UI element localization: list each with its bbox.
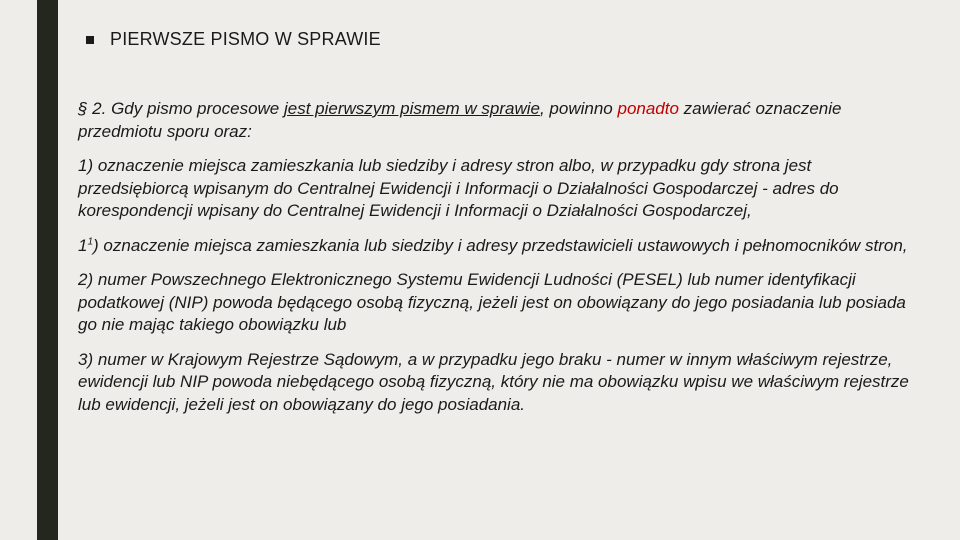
intro-highlight-word: ponadto [617,99,679,118]
intro-middle: , powinno [539,99,618,118]
item-1a-paragraph [78,235,918,258]
intro-suffix: zawierać oznaczenie przedmiotu sporu oraz: [78,99,842,141]
left-accent-bar [37,0,58,540]
intro-paragraph [78,98,918,143]
item-3-paragraph: 3) numer w Krajowym Rejestrze Sądowym, a w przypadku jego braku - numer w innym właściwym rejestrze, ewidencji lub NIP powoda niebędącego osobą fizyczną, który nie ma obowiązku wpisu we właściwym rejestrze lub ewidencji, jeżeli jest on obowiązany do jego posiadania. [78,349,909,414]
item-1a-number: 1 [78,235,88,255]
item-2-paragraph: 2) numer Powszechnego Elektronicznego Systemu Ewidencji Ludności (PESEL) lub numer identyfikacji podatkowej (NIP) powoda będącego osobą fizyczną, jeżeli jest on obowiązany do jego posiadania lub posiada go nie mając takiego obowiązku lub [78,270,906,334]
item-1a-superscript: 1 [87,235,94,247]
intro-underlined-text: jest pierwszym pismem w sprawie [283,99,540,118]
slide-title: PIERWSZE PISMO W SPRAWIE [110,29,381,49]
slide-content [78,98,918,428]
square-bullet-icon [86,36,94,44]
intro-prefix: § 2. Gdy pismo procesowe [78,99,284,118]
item-1-paragraph: 1) oznaczenie miejsca zamieszkania lub siedziby i adresy stron albo, w przypadku gdy strona jest przedsiębiorcą wpisanym do Centralnej Ewidencji i Informacji o Działalności Gospodarczej - adres do korespondencji wpisany do Centralnej Ewidencji i Informacji o Działalności Gospodarczej, [78,156,839,220]
item-1a-text: ) oznaczenie miejsca zamieszkania lub siedziby i adresy przedstawicieli ustawowych i pełnomocników stron, [93,235,908,255]
slide-title-row [86,29,381,50]
